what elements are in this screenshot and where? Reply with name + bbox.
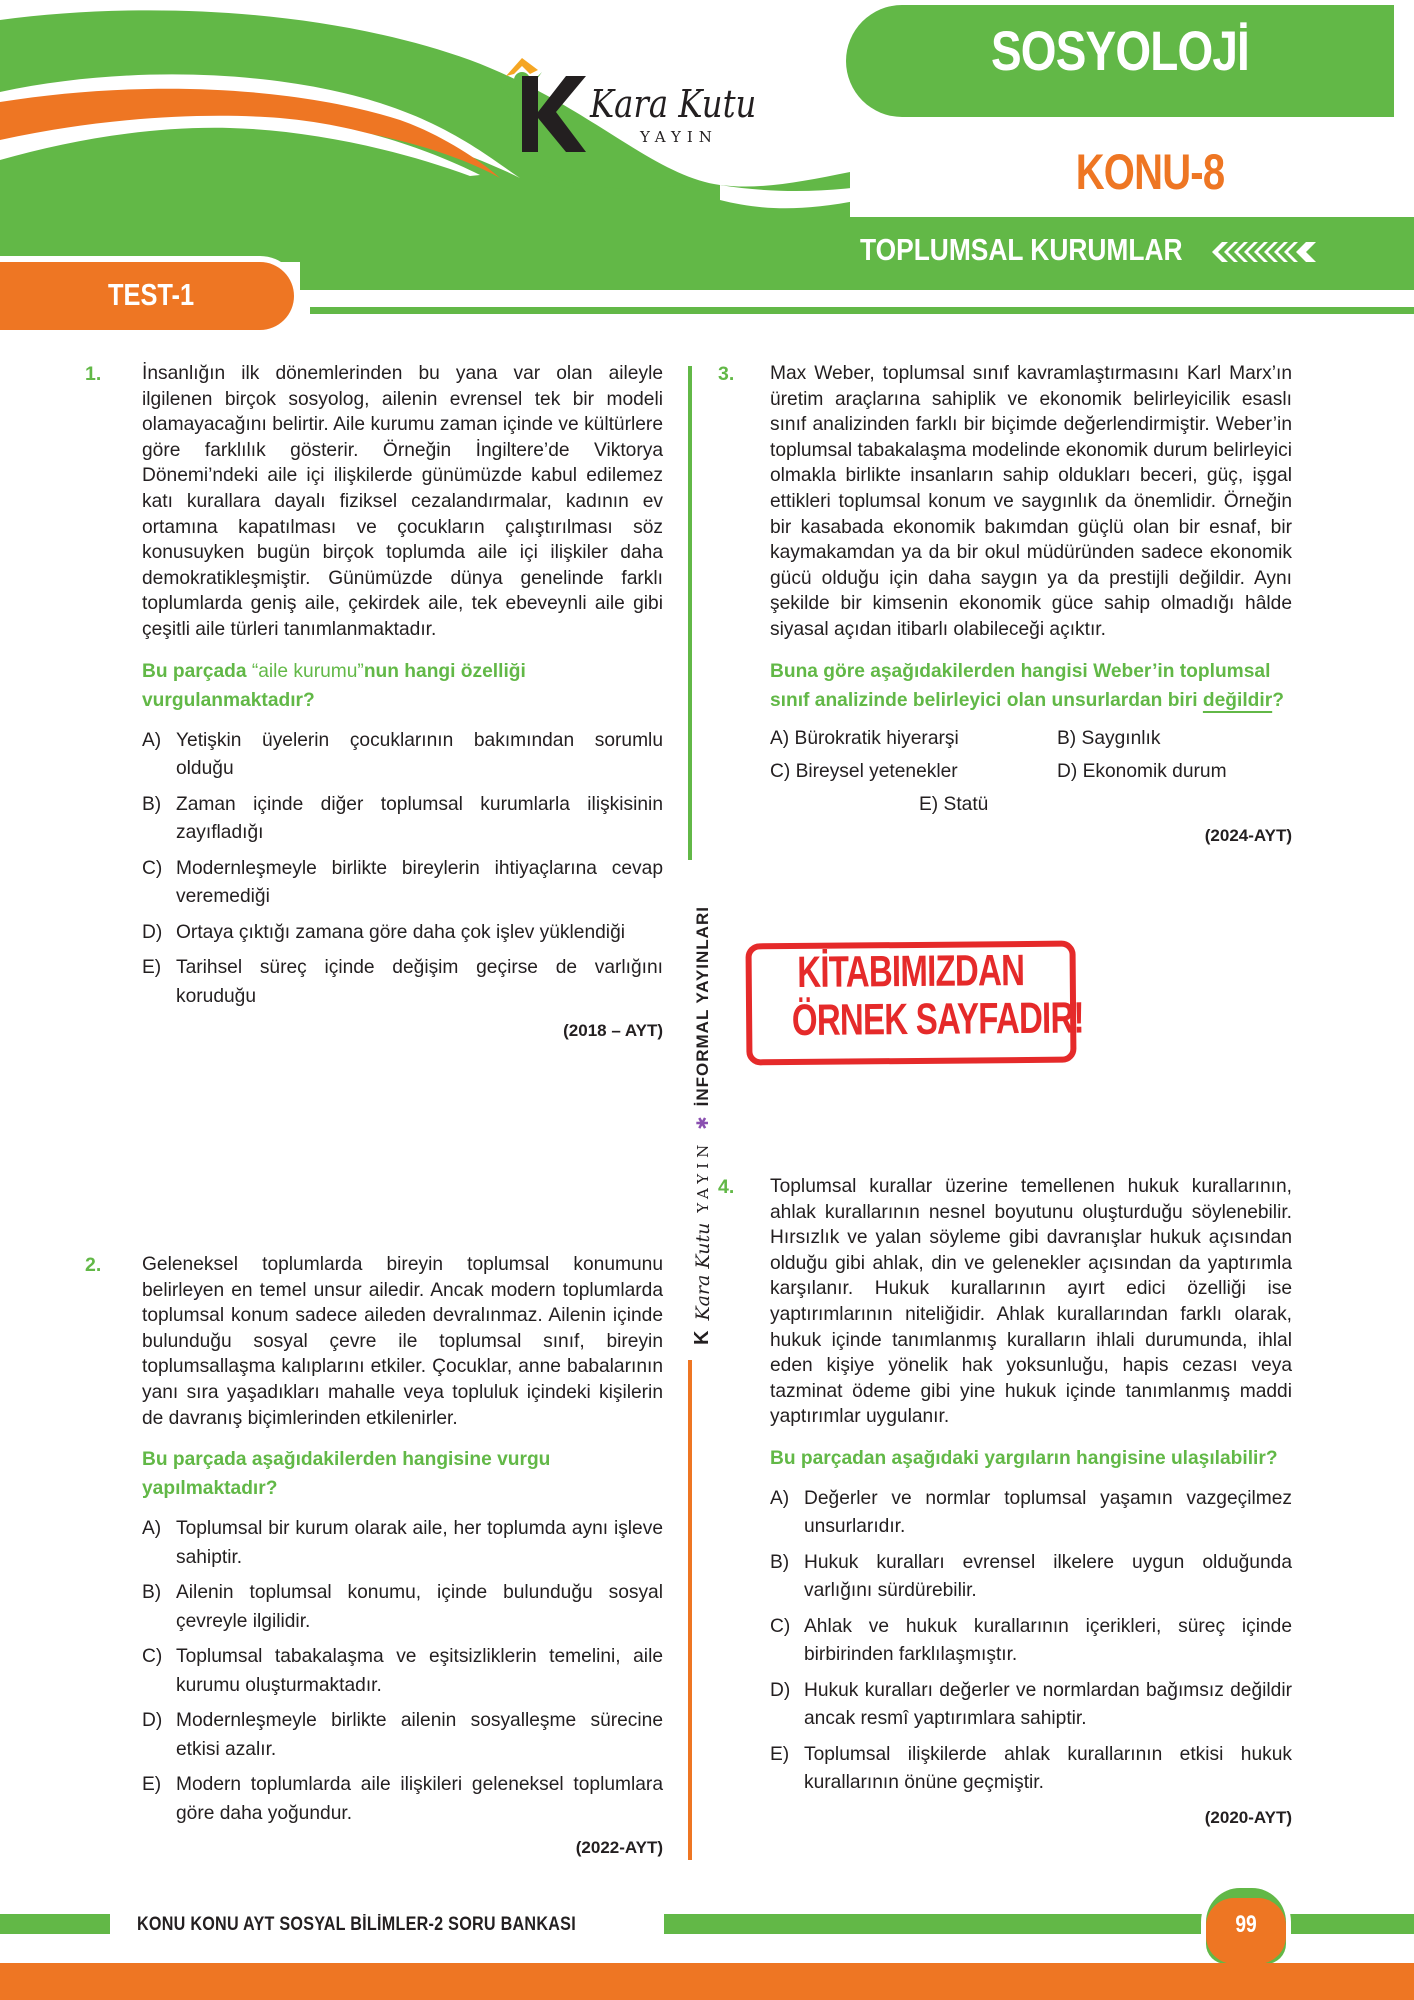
option-letter: E) xyxy=(770,1743,790,1765)
page-number: 99 xyxy=(1235,1911,1257,1938)
answer-option-c[interactable] xyxy=(770,1613,1292,1670)
book-title: KONU KONU AYT SOSYAL BİLİMLER-2 SORU BANKASI xyxy=(137,1914,576,1935)
question-text: İnsanlığın ilk dönemlerinden bu yana var olan aileyle ilgilenen birçok sosyolog, ailenin evrensel tek bir modeli olamayacağını belirtir. Aile kurumu zaman içinde ve kültürlere göre farklılık gösterir. Örneğin İngiltere’de Viktorya Dönemi’ndeki aile içi ilişkilerde günümüzde kabul edilemez katı kurallara dayalı fiziksel cezalandırmalar, kadının ev ortamına kapatılması ve çocukların çalıştırılması söz konusuyken bugün birçok toplumda aile içi ilişkiler daha demokratikleşmiştir. Günümüzde dünya genelinde farklı toplumlarda geniş aile, çekirdek aile, tek ebeveynli aile gibi çeşitli aile türleri tanımlanmaktadır. xyxy=(142,363,663,640)
subject-title: SOSYOLOJİ xyxy=(990,19,1249,82)
question-number: 1. xyxy=(85,363,102,385)
answer-option-a[interactable] xyxy=(142,1515,663,1572)
chevrons-icon xyxy=(1212,242,1322,262)
option-letter: E) xyxy=(919,793,939,815)
option-text: Ahlak ve hukuk kurallarının içerikleri, süreç içinde birbirinden farklılaşmıştır. xyxy=(804,1615,1292,1666)
answer-option-b[interactable] xyxy=(1057,725,1287,753)
question-number: 3. xyxy=(718,363,735,385)
question-text: Max Weber, toplumsal sınıf kavramlaştırmasını Karl Marx’ın üretim araçlarına sahiplik ve ekonomik belirleyicilik esaslı sınıf analizinden farklı bir biçimde değerlendirmiştir. Weber’in toplumsal tabakalaşma modelinde ekonomik durum belirleyici olmakla birlikte insanların sahip oldukları beceri, güç, işgal ettikleri toplumsal konum ve saygınlık da önemlidir. Örneğin bir kasabada ekonomik bakımdan güçlü olan bir esnaf, bir kaymakamdan ya da bir okul müdüründen sadece ekonomik gücü olduğu için daha saygın ya da prestijli değildir. Aynı şekilde bir kimsenin ekonomik güce sahip olmadığı hâlde siyasal açıdan itibarlı olabileceği açıktır. xyxy=(770,363,1292,640)
answer-option-c[interactable] xyxy=(770,758,1057,786)
option-letter: D) xyxy=(1057,760,1078,782)
option-letter: B) xyxy=(1057,727,1077,749)
option-text: Hukuk kuralları evrensel ilkelere uygun olduğunda varlığını sürdürebilir. xyxy=(804,1551,1292,1602)
answer-options xyxy=(770,1485,1292,1798)
option-letter: A) xyxy=(142,729,162,751)
option-text: Modernleşmeyle birlikte ailenin sosyalleşme sürecine etkisi azalır. xyxy=(176,1710,663,1760)
stamp-line-2: ÖRNEK SAYFADIR! xyxy=(791,993,1085,1046)
option-letter: A) xyxy=(142,1518,162,1540)
option-letter: C) xyxy=(142,857,163,879)
option-text: Bürokratik hiyerarşi xyxy=(794,727,959,749)
answer-option-e[interactable] xyxy=(142,954,663,1011)
prompt-quote: “aile kurumu” xyxy=(251,660,364,682)
question-3 xyxy=(770,361,1292,848)
footer-orange-bar xyxy=(0,1963,1414,2000)
option-letter: C) xyxy=(770,760,791,782)
topic-title: TOPLUMSAL KURUMLAR xyxy=(860,232,1183,267)
option-letter: D) xyxy=(770,1679,791,1701)
question-prompt xyxy=(142,657,663,715)
answer-option-d[interactable] xyxy=(770,1677,1292,1734)
question-4 xyxy=(770,1174,1292,1831)
question-source: (2020-AYT) xyxy=(1204,1807,1292,1827)
sidebar-brand-sub: YAYIN xyxy=(693,1139,712,1213)
header-rule xyxy=(310,307,1414,314)
option-letter: A) xyxy=(770,1487,790,1509)
option-text: Saygınlık xyxy=(1081,727,1161,749)
question-prompt: Bu parçada aşağıdakilerden hangisine vurgu yapılmaktadır? xyxy=(142,1449,551,1500)
answer-option-d[interactable] xyxy=(142,919,663,948)
answer-option-e[interactable] xyxy=(770,1741,1292,1798)
answer-option-b[interactable] xyxy=(770,1549,1292,1606)
test-label: TEST-1 xyxy=(108,277,195,312)
answer-option-e[interactable] xyxy=(142,1771,663,1828)
option-letter: B) xyxy=(142,793,162,815)
option-text: Ekonomik durum xyxy=(1082,760,1227,782)
answer-option-a[interactable] xyxy=(770,725,1057,753)
option-text: Hukuk kuralları değerler ve normlardan bağımsız değildir ancak resmî yaptırımlara sahiptir. xyxy=(804,1679,1292,1730)
option-letter: E) xyxy=(142,957,162,979)
question-1 xyxy=(142,361,663,1044)
option-letter: D) xyxy=(142,1710,163,1732)
stamp-line-1: KİTABIMIZDAN xyxy=(797,946,1025,997)
answer-option-c[interactable] xyxy=(142,855,663,912)
sidebar-k-icon: K xyxy=(691,1330,713,1345)
option-letter: D) xyxy=(142,921,163,943)
option-text: Bireysel yetenekler xyxy=(795,760,958,782)
question-prompt: Bu parçadan aşağıdaki yargıların hangisine ulaşılabilir? xyxy=(770,1447,1278,1469)
answer-options xyxy=(142,727,663,1012)
answer-option-b[interactable] xyxy=(142,791,663,848)
informal-logo-icon: ✱ xyxy=(694,1116,712,1130)
answer-option-a[interactable] xyxy=(770,1485,1292,1542)
answer-options xyxy=(770,725,1292,819)
option-letter: B) xyxy=(770,1551,790,1573)
question-prompt xyxy=(770,657,1292,715)
answer-option-b[interactable] xyxy=(142,1579,663,1636)
question-text: Toplumsal kurallar üzerine temellenen hukuk kurallarının, ahlak kurallarının nesnel boyutunu oluşturduğu söylenebilir. Hırsızlık ve yalan söyleme gibi davranışlar hukuk açısından olduğu gibi ahlak, din ve gelenekler açısından da yaptırımla karşılanır. Hukuk kurallarının ayırt edici özelliği ise yaptırımlarının niteliğidir. Ahlak kurallarından farklı olarak, hukuk içinde tanımlanmış kuralların ihlali durumunda, ihlal eden kişiye yönelik hak yoksunluğu, hapis cezası veya tazminat ödeme gibi yine hukuk içinde tanımlanmış maddi yaptırımlar uygulanır. xyxy=(770,1176,1292,1428)
question-source: (2022-AYT) xyxy=(575,1838,663,1858)
option-letter: A) xyxy=(770,727,790,749)
column-divider-bottom xyxy=(688,1360,692,1860)
answer-options xyxy=(142,1515,663,1828)
question-number: 2. xyxy=(85,1254,102,1276)
sidebar-publisher: İNFORMAL YAYINLARI xyxy=(692,906,712,1107)
question-number: 4. xyxy=(718,1176,735,1198)
option-text: Ailenin toplumsal konumu, içinde bulunduğu sosyal çevreyle ilgilidir. xyxy=(176,1582,663,1632)
logo-k-icon xyxy=(482,48,592,158)
logo-brand-sub: YAYIN xyxy=(640,128,718,146)
option-letter: C) xyxy=(770,1615,791,1637)
prompt-part: Bu parçada xyxy=(142,660,252,682)
prompt-part: ? xyxy=(1272,689,1284,711)
option-text: Tarihsel süreç içinde değişim geçirse de varlığını koruduğu xyxy=(176,957,663,1007)
answer-option-a[interactable] xyxy=(142,727,663,784)
option-text: Zaman içinde diğer toplumsal kurumlarla ilişkisinin zayıfladığı xyxy=(176,793,663,844)
option-letter: B) xyxy=(142,1582,162,1604)
unit-label: KONU-8 xyxy=(1075,144,1225,200)
answer-option-e[interactable] xyxy=(770,791,1287,819)
answer-option-d[interactable] xyxy=(1057,758,1287,786)
option-letter: E) xyxy=(142,1774,162,1796)
option-text: Yetişkin üyelerin çocuklarının bakımından sorumlu olduğu xyxy=(176,729,663,780)
question-text: Geleneksel toplumlarda bireyin toplumsal konumunu belirleyen en temel unsur ailedir. Ancak modern toplumlarda toplumsal konum sadece aileden devralınmaz. Ailenin içinde bulunduğu sosyal çevre ile toplumsal sınıf, bireyin toplumsallaşma kalıplarını etkiler. Çocuklar, anne babalarının yanı sıra yaşadıkları mahalle veya topluluk içindeki kişilerin de davranış biçimlerinden etkilenirler. xyxy=(142,1254,663,1429)
sidebar-brand: Kara Kutu xyxy=(691,1222,714,1321)
option-letter: C) xyxy=(142,1646,163,1668)
question-source: (2018 – AYT) xyxy=(563,1021,663,1041)
option-text: Toplumsal tabakalaşma ve eşitsizliklerin temelini, aile kurumu oluşturmaktadır. xyxy=(176,1646,663,1696)
column-divider-top xyxy=(688,366,692,860)
question-2 xyxy=(142,1252,663,1861)
option-text: Modernleşmeyle birlikte bireylerin ihtiyaçlarına cevap veremediği xyxy=(176,857,663,908)
sample-page-stamp xyxy=(745,941,1085,1066)
option-text: Değerler ve normlar toplumsal yaşamın vazgeçilmez unsurlarıdır. xyxy=(804,1487,1292,1538)
option-text: Statü xyxy=(943,793,989,815)
logo-brand-name: Kara Kutu xyxy=(590,82,757,126)
prompt-part: nun hangi özelliği vurgulanmaktadır? xyxy=(142,660,526,711)
prompt-part: Buna göre aşağıdakilerden hangisi Weber’in toplumsal sınıf analizinde belirleyici olan unsurlardan biri xyxy=(770,660,1271,711)
option-text: Toplumsal bir kurum olarak aile, her toplumda aynı işleve sahiptir. xyxy=(176,1518,663,1568)
option-text: Modern toplumlarda aile ilişkileri geleneksel toplumlara göre daha yoğundur. xyxy=(176,1774,663,1824)
answer-option-d[interactable] xyxy=(142,1707,663,1764)
question-source: (2024-AYT) xyxy=(1204,825,1292,845)
vertical-brand-strip xyxy=(691,906,714,1345)
prompt-emphasis: değildir xyxy=(1202,689,1273,711)
option-text: Toplumsal ilişkilerde ahlak kurallarının etkisi hukuk kurallarının önüne geçmiştir. xyxy=(804,1743,1292,1794)
option-text: Ortaya çıktığı zamana göre daha çok işlev yüklendiği xyxy=(176,921,626,943)
answer-option-c[interactable] xyxy=(142,1643,663,1700)
